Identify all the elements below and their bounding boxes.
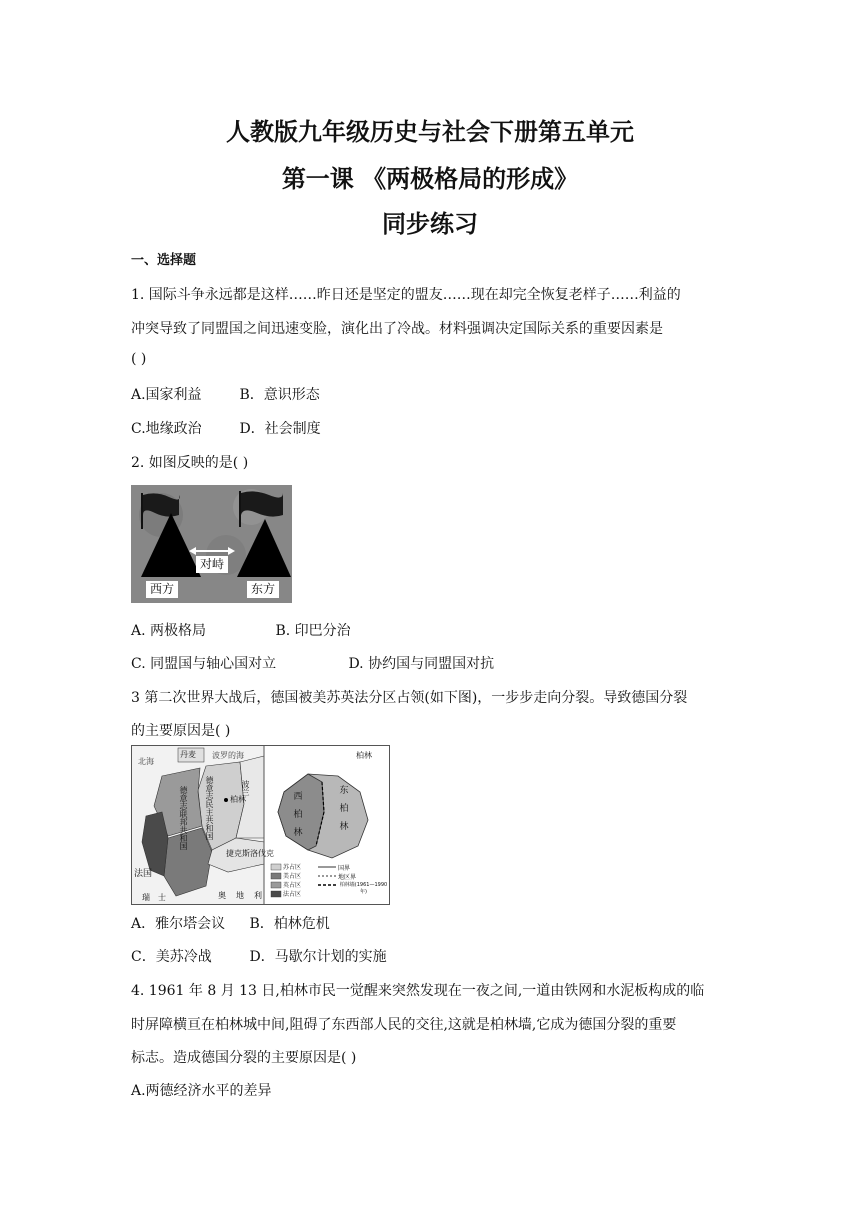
map-swiss: 瑞士 — [142, 893, 174, 902]
west-label: 西方 — [146, 581, 178, 598]
q3-options-row2 — [131, 946, 731, 966]
q3-option-d: D．马歇尔计划的实施 — [249, 949, 387, 965]
q1-option-d: D．社会制度 — [239, 421, 321, 437]
q4-stem-line1: 4. 1961 年 8 月 13 日,柏林市民一觉醒来突然发现在一夜之间,一道由铁网和水泥板构成的临 — [131, 983, 705, 999]
confront-label: 对峙 — [196, 556, 228, 573]
q2-options-row2 — [131, 653, 731, 673]
east-label: 东方 — [247, 581, 279, 598]
q2-option-a: A. 两极格局 — [131, 623, 207, 639]
q1-option-b: B．意识形态 — [239, 387, 320, 403]
q3-germany-map — [131, 745, 390, 905]
q4-option-a: A.两德经济水平的差异 — [131, 1083, 272, 1099]
q1-stem-line2: 冲突导致了同盟国之间迅速变脸，演化出了冷战。材料强调决定国际关系的重要因素是 — [131, 321, 663, 337]
section-heading: 一、选择题 — [131, 253, 197, 268]
legend-border: 国界 — [338, 865, 351, 872]
map-frg: 德意志联邦共和国 — [179, 786, 188, 850]
q2-option-b: B. 印巴分治 — [275, 623, 351, 639]
map-gdr: 德意志民主共和国 — [205, 776, 214, 840]
map-czech: 捷克斯洛伐克 — [226, 849, 274, 858]
q3-options-row1 — [131, 913, 731, 933]
map-france: 法国 — [134, 869, 153, 879]
q2-option-c: C. 同盟国与轴心国对立 — [131, 656, 277, 672]
legend-us: 美占区 — [283, 873, 302, 880]
legend-fr: 法占区 — [283, 891, 302, 898]
inset-title: 柏林 — [356, 751, 372, 760]
inset-east-berlin: 东 柏 林 — [339, 786, 349, 832]
q4-stem-line3: 标志。造成德国分裂的主要原因是( ) — [131, 1050, 357, 1066]
map-denmark: 丹麦 — [180, 750, 196, 759]
q1-option-c: C.地缘政治 — [131, 421, 202, 437]
q2-figure — [131, 485, 292, 603]
q3-option-b: B．柏林危机 — [249, 916, 330, 932]
q4-stem-line2: 时屏障横亘在柏林城中间,阻碍了东西部人民的交往,这就是柏林墙,它成为德国分裂的重要 — [131, 1017, 677, 1033]
map-austria: 奥地利 — [218, 891, 272, 900]
q3-stem-line2: 的主要原因是( ) — [131, 723, 231, 739]
legend-uk: 英占区 — [283, 882, 302, 889]
west-flagpole — [141, 493, 143, 529]
q1-options-row2 — [131, 418, 731, 438]
map-baltic-sea: 波罗的海 — [212, 751, 244, 760]
legend-region-border: 地区界 — [338, 874, 357, 881]
legend-berlin-wall: 柏林墙(1961—1990年) — [339, 882, 388, 895]
q1-option-a: A.国家利益 — [131, 387, 202, 403]
legend-soviet: 苏占区 — [283, 864, 302, 871]
q1-stem-line3: ( ) — [131, 351, 147, 367]
doc-title-line2: 第一课 《两极格局的形成》 — [281, 165, 579, 193]
q3-option-c: C．美苏冷战 — [131, 949, 212, 965]
east-flagpole — [239, 491, 241, 527]
doc-title-line3: 同步练习 — [382, 210, 478, 238]
map-berlin: 柏林 — [230, 795, 246, 804]
q1-options-row1 — [131, 384, 731, 404]
map-poland: 波兰 — [241, 780, 250, 796]
q1-stem-line1: 1. 国际斗争永远都是这样……昨日还是坚定的盟友……现在却完全恢复老样子……利益的 — [131, 287, 681, 303]
q3-stem-line1: 3 第二次世界大战后，德国被美苏英法分区占领(如下图)，一步步走向分裂。导致德国分裂 — [131, 690, 688, 706]
q2-option-d: D. 协约国与同盟国对抗 — [348, 656, 495, 672]
q2-options-row1 — [131, 620, 731, 640]
q2-stem: 2. 如图反映的是( ) — [131, 455, 249, 471]
berlin-dot — [224, 798, 228, 802]
doc-title-line1: 人教版九年级历史与社会下册第五单元 — [226, 118, 634, 146]
q3-option-a: A．雅尔塔会议 — [131, 916, 226, 932]
inset-west-berlin: 西 柏 林 — [293, 792, 303, 838]
map-north-sea: 北海 — [138, 757, 154, 766]
